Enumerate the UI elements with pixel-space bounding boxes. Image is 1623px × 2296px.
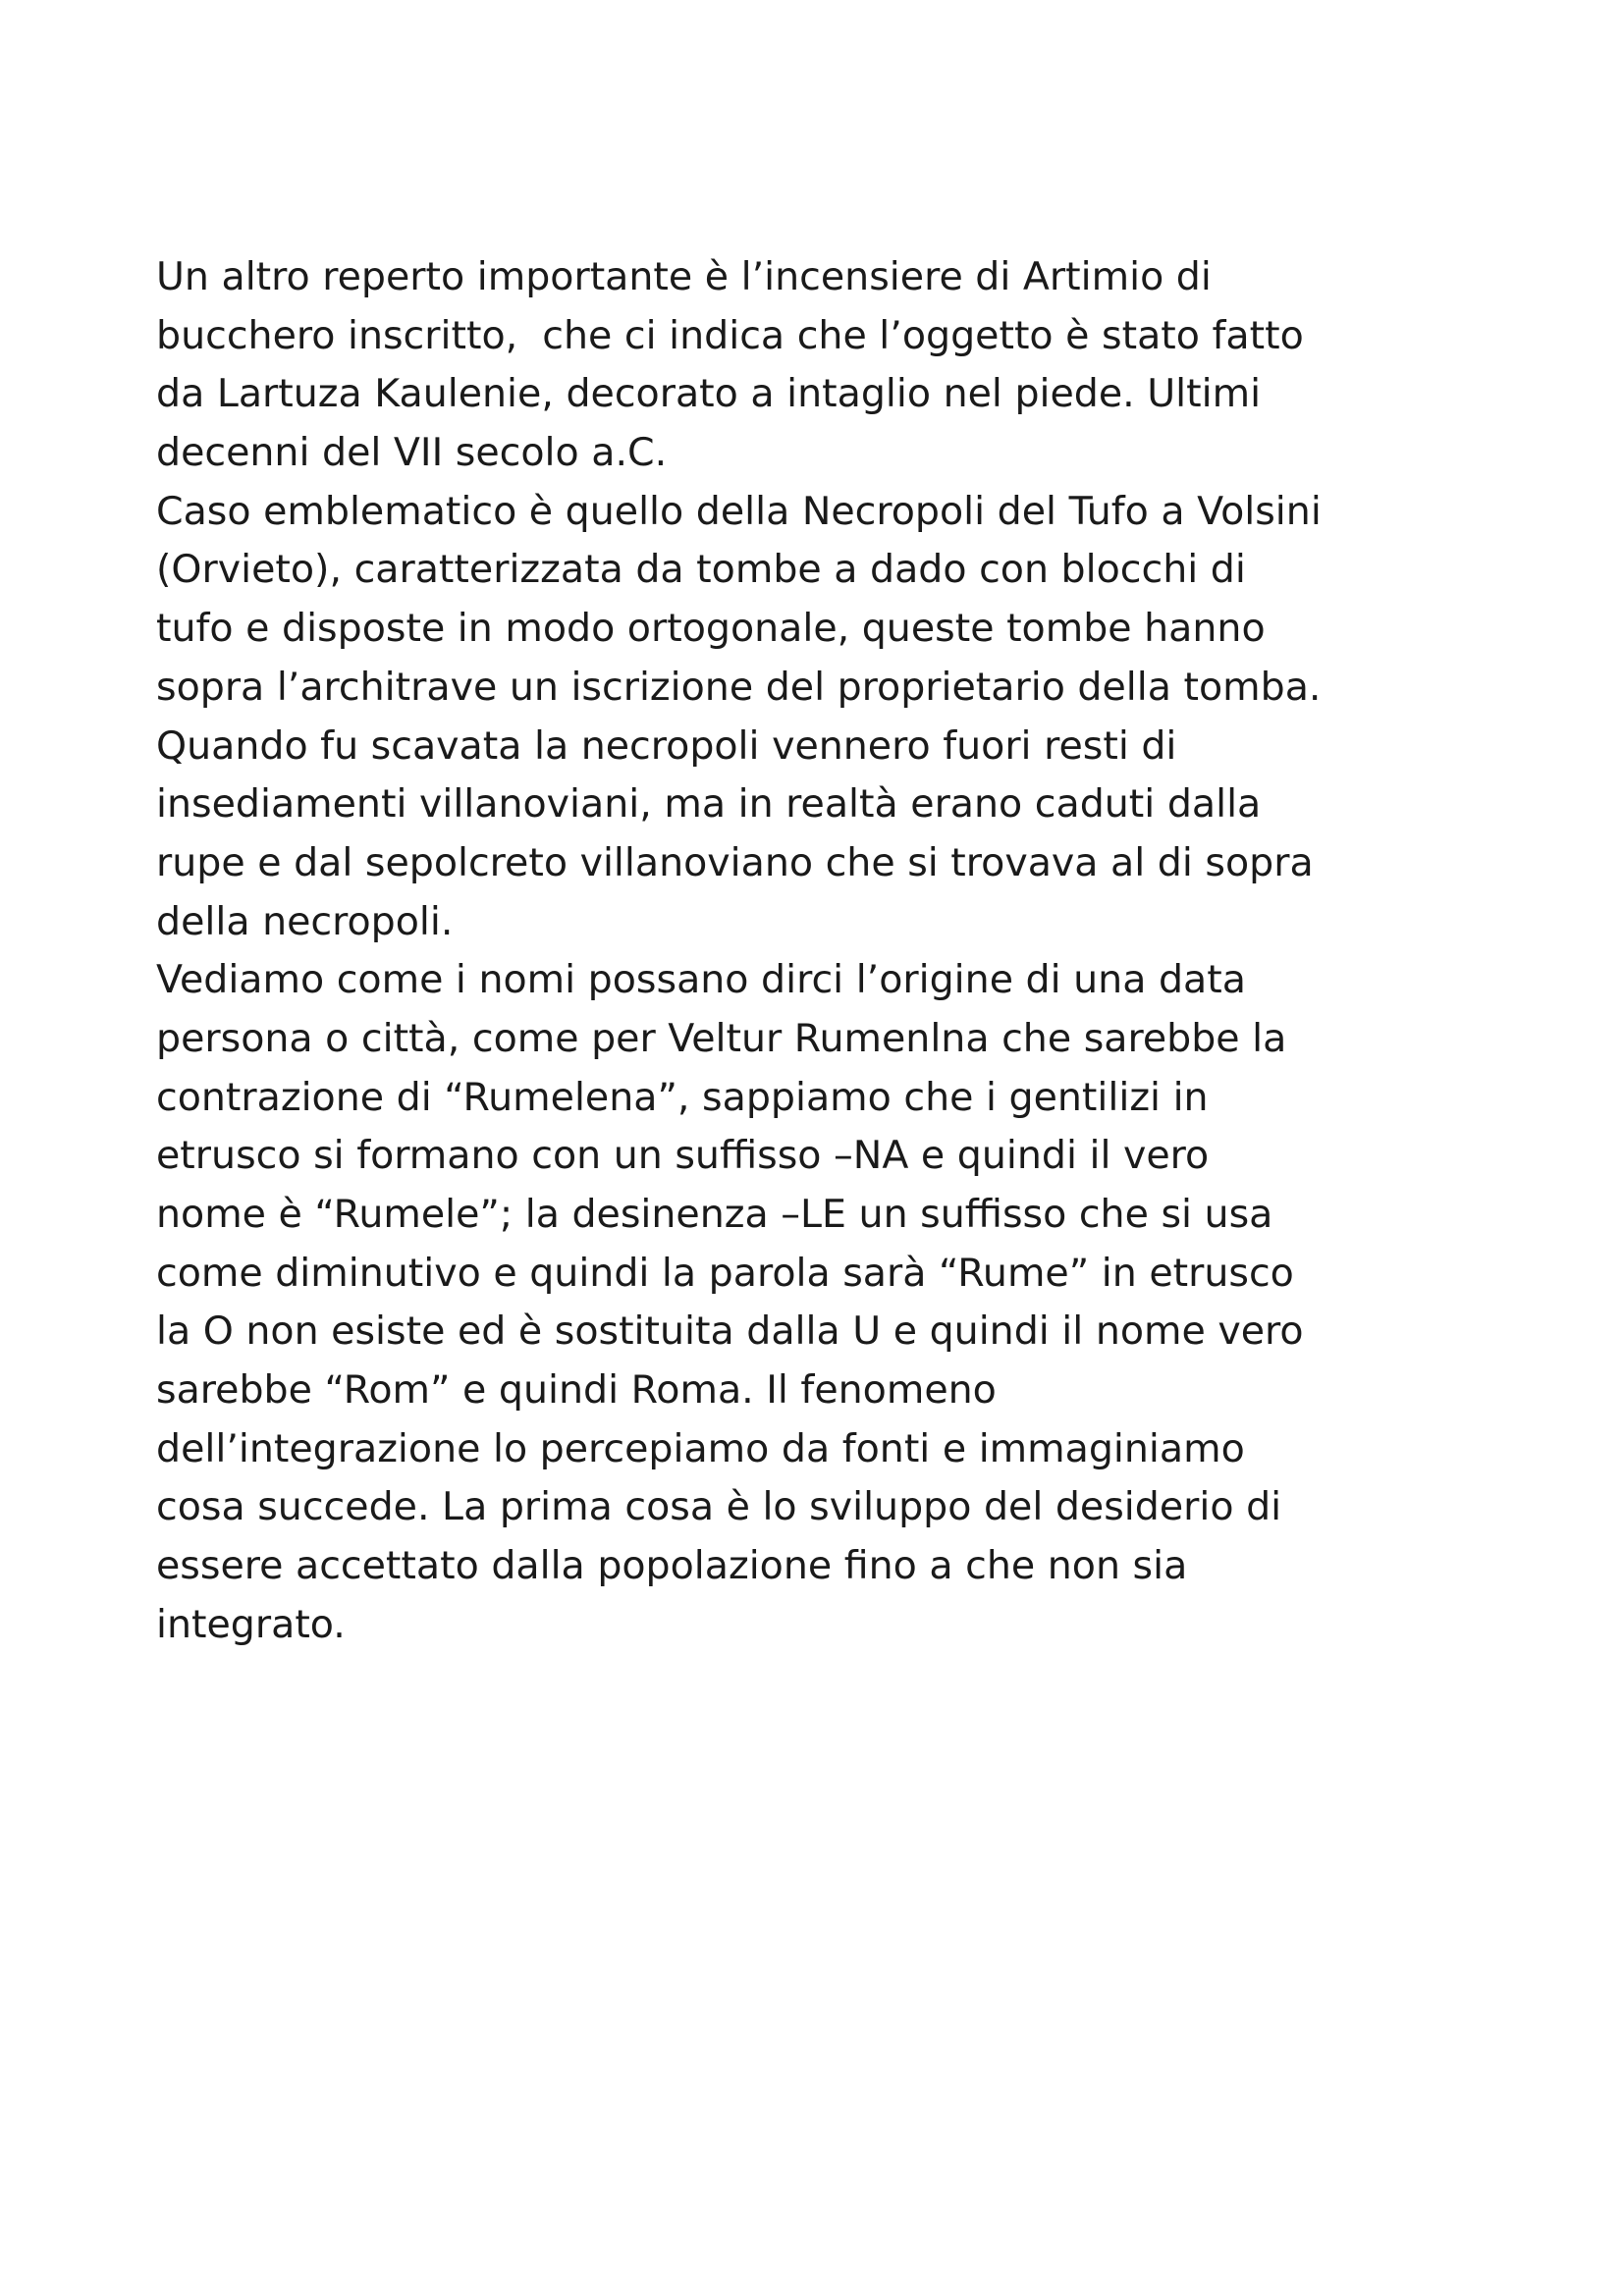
text-line: bucchero inscritto, che ci indica che l’oggetto è stato fatto [156,312,1304,358]
text-line: della necropoli. [156,898,454,944]
text-line: essere accettato dalla popolazione fino a che non sia [156,1543,1188,1589]
text-line: insediamenti villanoviani, ma in realtà erano caduti dalla [156,781,1262,828]
text-line: decenni del VII secolo a.C. [156,430,668,476]
body-text [156,248,1531,1655]
text-line: sopra l’architrave un iscrizione del proprietario della tomba. [156,664,1322,710]
text-line: tufo e disposte in modo ortogonale, queste tombe hanno [156,606,1266,652]
text-line: come diminutivo e quindi la parola sarà “Rume” in etrusco [156,1250,1294,1296]
text-line: Caso emblematico è quello della Necropoli del Tufo a Volsini [156,488,1322,534]
text-line: (Orvieto), caratterizzata da tombe a dado con blocchi di [156,547,1246,593]
text-line: Un altro reperto importante è l’incensiere di Artimio di [156,254,1212,299]
text-line: integrato. [156,1601,346,1647]
text-line: dell’integrazione lo percepiamo da fonti e immaginiamo [156,1425,1245,1471]
text-line: Quando fu scavata la necropoli vennero fuori resti di [156,722,1177,769]
text-line: Vediamo come i nomi possano dirci l’origine di una data [156,957,1246,1003]
text-line: rupe e dal sepolcreto villanoviano che si trovava al di sopra [156,839,1314,885]
text-line: cosa succede. La prima cosa è lo sviluppo del desiderio di [156,1484,1282,1530]
text-line: la O non esiste ed è sostituita dalla U e quindi il nome vero [156,1308,1304,1355]
text-line: contrazione di “Rumelena”, sappiamo che i gentilizi in [156,1074,1209,1120]
text-line: nome è “Rumele”; la desinenza –LE un suffisso che si usa [156,1192,1273,1237]
text-line: persona o città, come per Veltur Rumenlna che sarebbe la [156,1015,1287,1061]
text-line: sarebbe “Rom” e quindi Roma. Il fenomeno [156,1367,997,1414]
text-line: da Lartuza Kaulenie, decorato a intaglio nel piede. Ultimi [156,371,1262,417]
text-line: etrusco si formano con un suffisso –NA e quindi il vero [156,1133,1210,1179]
